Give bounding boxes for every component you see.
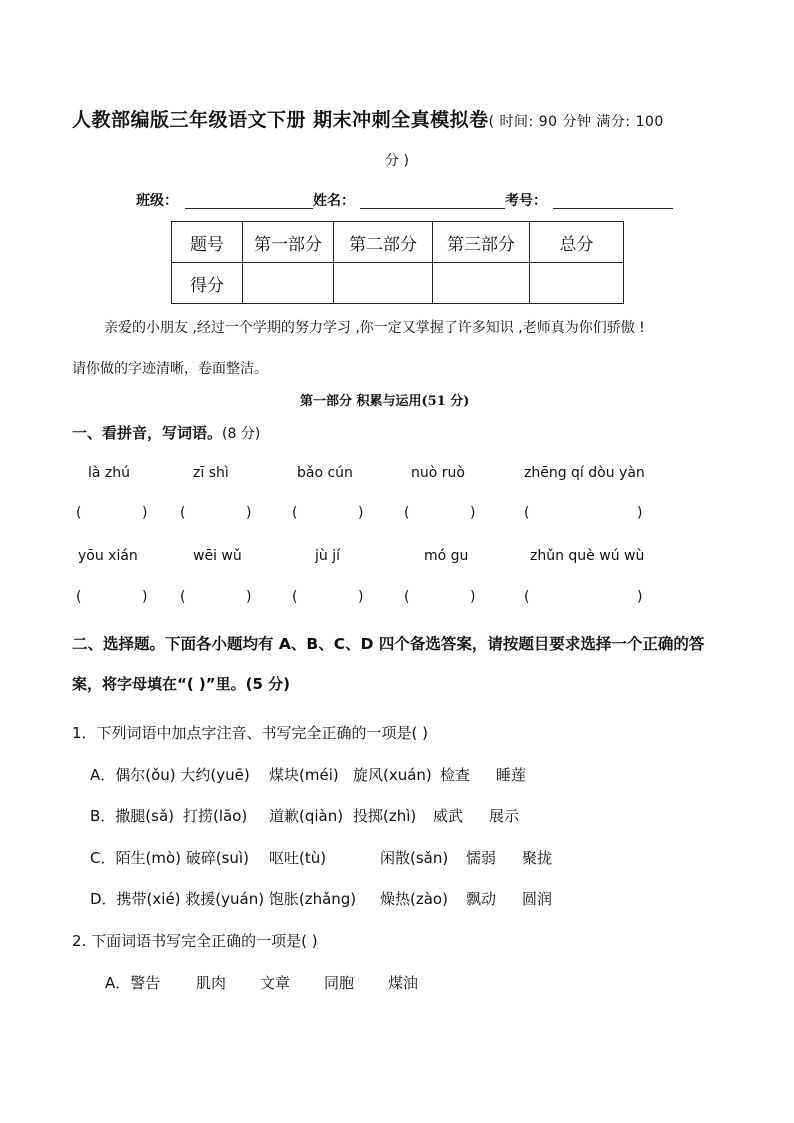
- table-header-cell: 总分: [530, 222, 624, 263]
- answer-paren-close: ): [358, 505, 364, 521]
- score-cell[interactable]: [433, 263, 530, 304]
- option-b-part: 投掷(zhì): [353, 807, 417, 825]
- name-blank[interactable]: [360, 208, 505, 209]
- score-table: [171, 221, 624, 304]
- option-b-part: 展示: [489, 807, 520, 825]
- pinyin-item: zī shì: [193, 465, 229, 481]
- answer-paren-open: (: [524, 589, 530, 605]
- q1-score: (8 分): [222, 426, 261, 442]
- q2-item2-stem: 2. 下面词语书写完全正确的一项是( ): [72, 932, 318, 950]
- class-label: 班级：: [136, 193, 178, 209]
- score-cell[interactable]: [334, 263, 433, 304]
- answer-paren-open: (: [76, 589, 82, 605]
- name-label: 姓名：: [313, 193, 355, 209]
- option-a-part: 煤块(méi): [269, 766, 339, 784]
- score-table-score-row: [172, 263, 624, 304]
- answer-paren-close: ): [246, 589, 252, 605]
- option-b-part: 道歉(qiàn): [269, 807, 344, 825]
- number-blank[interactable]: [553, 208, 673, 209]
- q1-title-text: 一、看拼音，写词语。: [72, 424, 223, 442]
- q2-title-line-1: 二、选择题。下面各小题均有 A、B、C、D 四个备选答案，请按题目要求选择一个正确的答: [72, 635, 705, 653]
- pinyin-item: zhēng qí dòu yàn: [524, 465, 645, 481]
- option-c-part: C．陌生(mò) 破碎(suì): [90, 849, 249, 867]
- pinyin-item: bǎo cún: [297, 465, 353, 481]
- time-score-note: ( 时间: 90 分钟 满分: 100: [488, 114, 664, 130]
- score-cell[interactable]: [243, 263, 334, 304]
- score-cell[interactable]: [530, 263, 624, 304]
- option-a-part: 检查: [440, 766, 471, 784]
- answer-paren-close: ): [142, 589, 148, 605]
- answer-paren-open: (: [180, 589, 186, 605]
- table-header-cell: 第一部分: [243, 222, 334, 263]
- answer-paren-open: (: [76, 505, 82, 521]
- answer-paren-open: (: [180, 505, 186, 521]
- table-header-cell: 第三部分: [433, 222, 530, 263]
- answer-paren-open: (: [404, 589, 410, 605]
- pinyin-item: mó gu: [424, 548, 469, 564]
- option-a-part: 旋风(xuán): [353, 766, 432, 784]
- option-b-part: B．撒腿(sǎ): [90, 807, 175, 825]
- q2-item1-stem: 1．下列词语中加点字注音、书写完全正确的一项是( ): [72, 724, 429, 742]
- table-row-label: 得分: [172, 263, 243, 304]
- number-label: 考号：: [505, 193, 547, 209]
- q1-title: [72, 422, 260, 443]
- option-d-part: 圆润: [522, 890, 553, 908]
- answer-paren-close: ): [470, 589, 476, 605]
- answer-paren-close: ): [637, 505, 643, 521]
- document-title: [72, 105, 664, 132]
- option-c-part: 呕吐(tù): [269, 849, 327, 867]
- answer-paren-close: ): [246, 505, 252, 521]
- answer-paren-open: (: [404, 505, 410, 521]
- item2-option-a-part: 文章: [260, 974, 291, 992]
- item2-option-a-part: 同胞: [324, 974, 355, 992]
- answer-paren-open: (: [292, 505, 298, 521]
- item2-option-a-part: 肌肉: [196, 974, 227, 992]
- pinyin-item: là zhú: [88, 465, 131, 481]
- pinyin-item: zhǔn què wú wù: [530, 548, 645, 564]
- title-text: 人教部编版三年级语文下册 期末冲刺全真模拟卷: [72, 109, 489, 131]
- table-header-cell: 第二部分: [334, 222, 433, 263]
- intro-line-2: 请你做的字迹清晰，卷面整洁。: [72, 361, 268, 377]
- q2-title-line-2: 案，将字母填在“( )”里。(5 分): [72, 675, 291, 693]
- part1-title: 第一部分 积累与运用(51 分): [300, 394, 470, 409]
- intro-line-1: 亲爱的小朋友 ,经过一个学期的努力学习 ,你一定又掌握了许多知识 ,老师真为你们骄傲 !: [104, 320, 645, 336]
- option-c-part: 聚拢: [522, 849, 553, 867]
- pinyin-item: yōu xián: [78, 548, 138, 564]
- option-c-part: 闲散(sǎn): [380, 849, 449, 867]
- option-a-part: A．偶尔(ǒu) 大约(yuē): [90, 766, 250, 784]
- answer-paren-close: ): [358, 589, 364, 605]
- option-b-part: 威武: [433, 807, 464, 825]
- option-d-part: 飘动: [466, 890, 497, 908]
- option-c-part: 懦弱: [466, 849, 497, 867]
- answer-paren-open: (: [292, 589, 298, 605]
- pinyin-item: wēi wǔ: [193, 548, 242, 564]
- time-score-note-cont: 分 ): [385, 153, 409, 169]
- answer-paren-close: ): [637, 589, 643, 605]
- pinyin-item: jù jí: [315, 548, 340, 564]
- option-d-part: D．携带(xié) 救援(yuán) 饱胀(zhǎng): [90, 890, 357, 908]
- answer-paren-close: ): [142, 505, 148, 521]
- pinyin-item: nuò ruò: [411, 465, 465, 481]
- table-header-cell: 题号: [172, 222, 243, 263]
- answer-paren-open: (: [524, 505, 530, 521]
- option-a-part: 睡莲: [496, 766, 527, 784]
- option-b-part: 打捞(lāo): [183, 807, 248, 825]
- score-table-header-row: [172, 222, 624, 263]
- class-blank[interactable]: [185, 208, 313, 209]
- option-d-part: 燥热(zào): [380, 890, 448, 908]
- item2-option-a-part: 煤油: [388, 974, 419, 992]
- answer-paren-close: ): [470, 505, 476, 521]
- item2-option-a-part: A．警告: [105, 974, 161, 992]
